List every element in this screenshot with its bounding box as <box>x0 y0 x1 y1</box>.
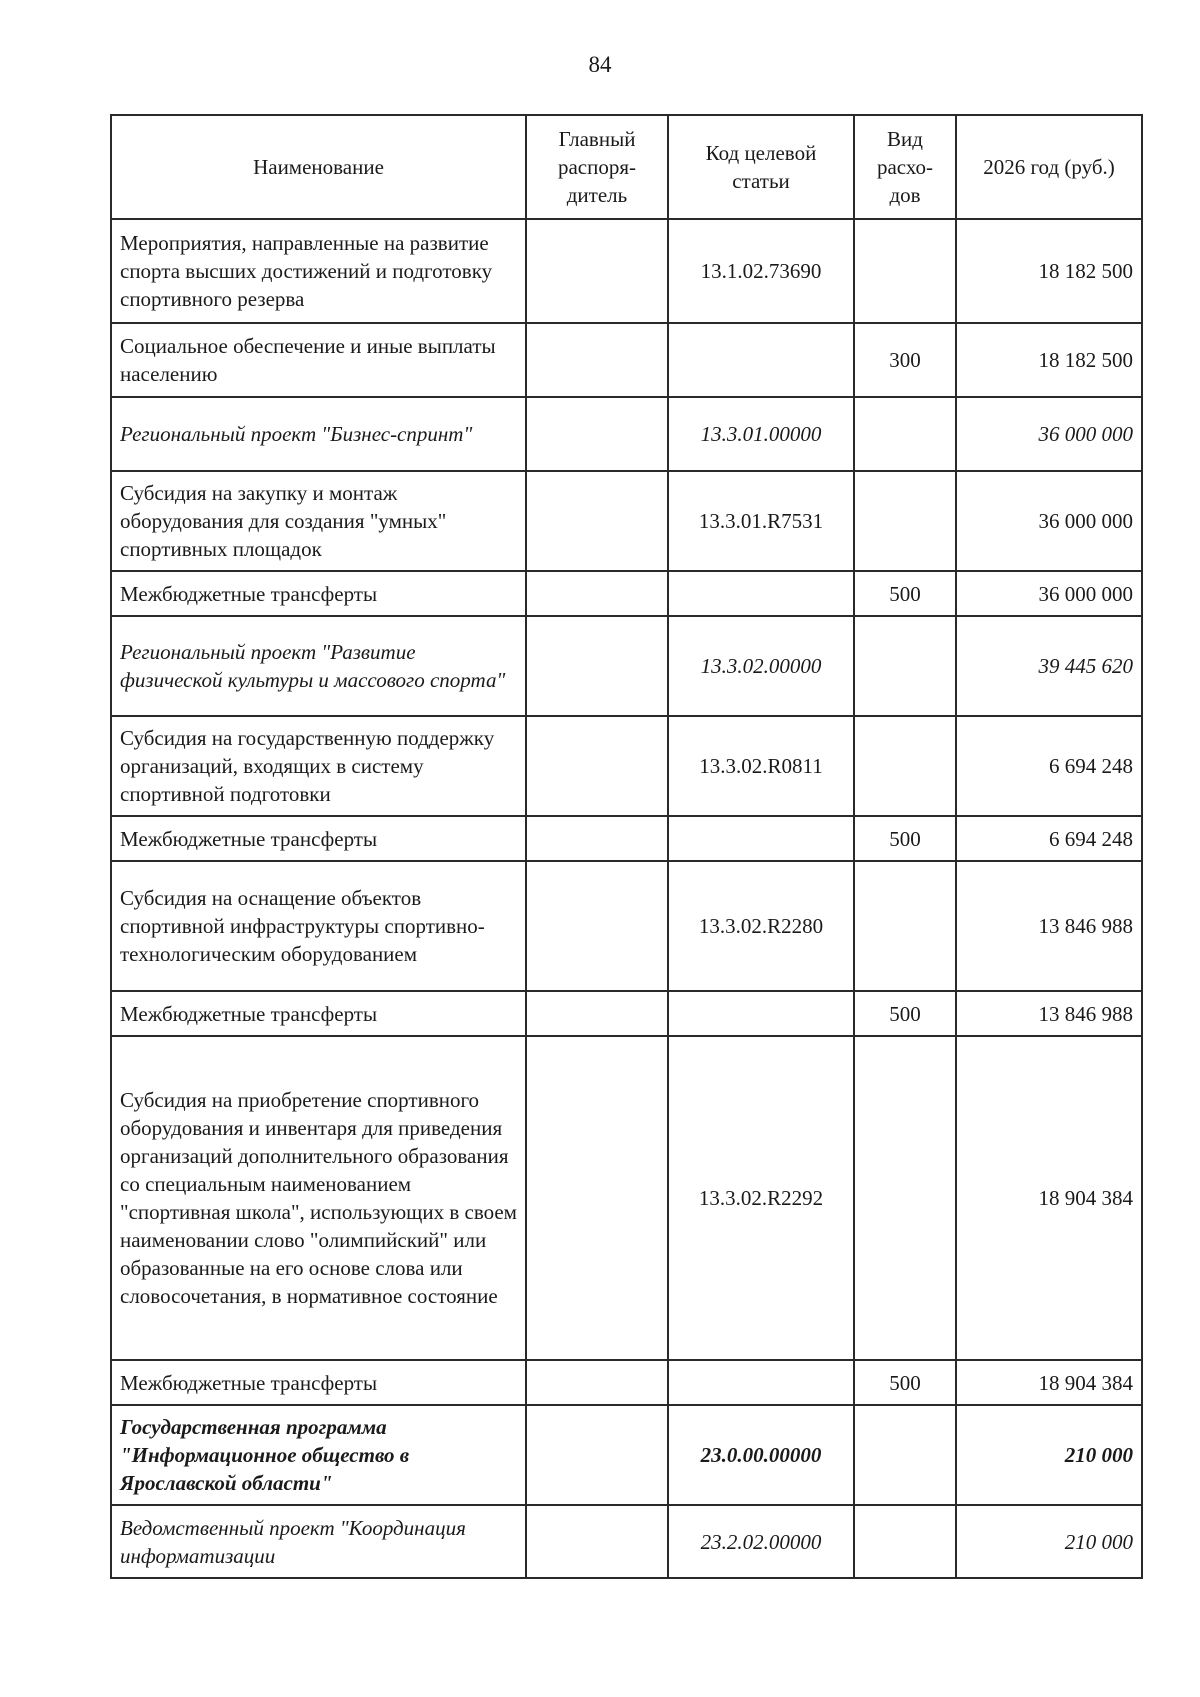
row-amount: 18 904 384 <box>956 1036 1142 1360</box>
row-amount: 39 445 620 <box>956 616 1142 716</box>
row-admin <box>526 1405 668 1505</box>
row-type <box>854 861 956 991</box>
table-row <box>111 616 1142 716</box>
row-admin <box>526 1360 668 1405</box>
row-amount: 6 694 248 <box>956 716 1142 816</box>
row-code <box>668 991 854 1036</box>
table-row <box>111 323 1142 397</box>
row-name: Государственная программа "Информационное общество в Ярославской области" <box>111 1405 526 1505</box>
row-name: Межбюджетные трансферты <box>111 816 526 861</box>
row-type <box>854 1405 956 1505</box>
row-name: Ведомственный проект "Координация информатизации <box>111 1505 526 1578</box>
table-row <box>111 816 1142 861</box>
row-admin <box>526 471 668 571</box>
row-admin <box>526 397 668 471</box>
header-admin: Главный распоря-дитель <box>526 115 668 219</box>
row-name: Межбюджетные трансферты <box>111 991 526 1036</box>
row-admin <box>526 571 668 616</box>
row-code: 13.1.02.73690 <box>668 219 854 323</box>
row-code <box>668 816 854 861</box>
table-row <box>111 991 1142 1036</box>
row-type <box>854 1036 956 1360</box>
row-amount: 6 694 248 <box>956 816 1142 861</box>
header-type: Вид расхо-дов <box>854 115 956 219</box>
row-code: 13.3.02.R0811 <box>668 716 854 816</box>
row-code: 23.2.02.00000 <box>668 1505 854 1578</box>
row-amount: 18 904 384 <box>956 1360 1142 1405</box>
row-type <box>854 397 956 471</box>
row-admin <box>526 219 668 323</box>
row-code <box>668 571 854 616</box>
row-type <box>854 219 956 323</box>
table-row <box>111 1036 1142 1360</box>
row-type <box>854 616 956 716</box>
row-admin <box>526 816 668 861</box>
row-name: Субсидия на оснащение объектов спортивной инфраструктуры спортивно-технологическим оборудованием <box>111 861 526 991</box>
row-name: Региональный проект "Развитие физической культуры и массового спорта" <box>111 616 526 716</box>
table-row <box>111 397 1142 471</box>
header-code: Код целевой статьи <box>668 115 854 219</box>
row-amount: 36 000 000 <box>956 397 1142 471</box>
row-amount: 210 000 <box>956 1505 1142 1578</box>
row-code <box>668 1360 854 1405</box>
row-code: 13.3.02.R2292 <box>668 1036 854 1360</box>
row-name: Региональный проект "Бизнес-спринт" <box>111 397 526 471</box>
table-row <box>111 716 1142 816</box>
row-code: 13.3.01.R7531 <box>668 471 854 571</box>
row-amount: 18 182 500 <box>956 323 1142 397</box>
table-row <box>111 1360 1142 1405</box>
row-amount: 36 000 000 <box>956 571 1142 616</box>
row-admin <box>526 861 668 991</box>
table-body <box>111 219 1142 1578</box>
table-row <box>111 1405 1142 1505</box>
table-header-row <box>111 115 1142 219</box>
row-admin <box>526 1036 668 1360</box>
row-name: Субсидия на приобретение спортивного оборудования и инвентаря для приведения организаций дополнительного образования со специальным наименованием "спортивная школа", использующих в своем наименовании слово "олимпийский" или образованные на его основе слова или словосочетания, в нормативное состояние <box>111 1036 526 1360</box>
row-type: 300 <box>854 323 956 397</box>
header-amount: 2026 год (руб.) <box>956 115 1142 219</box>
table-row <box>111 219 1142 323</box>
row-code: 23.0.00.00000 <box>668 1405 854 1505</box>
row-name: Мероприятия, направленные на развитие спорта высших достижений и подготовку спортивного резерва <box>111 219 526 323</box>
header-name: Наименование <box>111 115 526 219</box>
row-type <box>854 716 956 816</box>
row-type <box>854 1505 956 1578</box>
row-type: 500 <box>854 991 956 1036</box>
row-amount: 210 000 <box>956 1405 1142 1505</box>
row-code: 13.3.02.R2280 <box>668 861 854 991</box>
row-admin <box>526 323 668 397</box>
table-row <box>111 471 1142 571</box>
row-name: Социальное обеспечение и иные выплаты населению <box>111 323 526 397</box>
row-amount: 13 846 988 <box>956 991 1142 1036</box>
row-amount: 36 000 000 <box>956 471 1142 571</box>
page-number: 84 <box>588 52 612 77</box>
row-admin <box>526 716 668 816</box>
table-row <box>111 861 1142 991</box>
row-code: 13.3.01.00000 <box>668 397 854 471</box>
row-amount: 18 182 500 <box>956 219 1142 323</box>
table-row <box>111 571 1142 616</box>
row-name: Межбюджетные трансферты <box>111 1360 526 1405</box>
budget-table <box>110 114 1143 1579</box>
row-type: 500 <box>854 816 956 861</box>
row-name: Межбюджетные трансферты <box>111 571 526 616</box>
row-code <box>668 323 854 397</box>
row-admin <box>526 991 668 1036</box>
row-name: Субсидия на государственную поддержку организаций, входящих в систему спортивной подготовки <box>111 716 526 816</box>
row-admin <box>526 616 668 716</box>
row-code: 13.3.02.00000 <box>668 616 854 716</box>
row-type: 500 <box>854 571 956 616</box>
row-type: 500 <box>854 1360 956 1405</box>
table-row <box>111 1505 1142 1578</box>
row-admin <box>526 1505 668 1578</box>
row-name: Субсидия на закупку и монтаж оборудования для создания "умных" спортивных площадок <box>111 471 526 571</box>
row-type <box>854 471 956 571</box>
row-amount: 13 846 988 <box>956 861 1142 991</box>
